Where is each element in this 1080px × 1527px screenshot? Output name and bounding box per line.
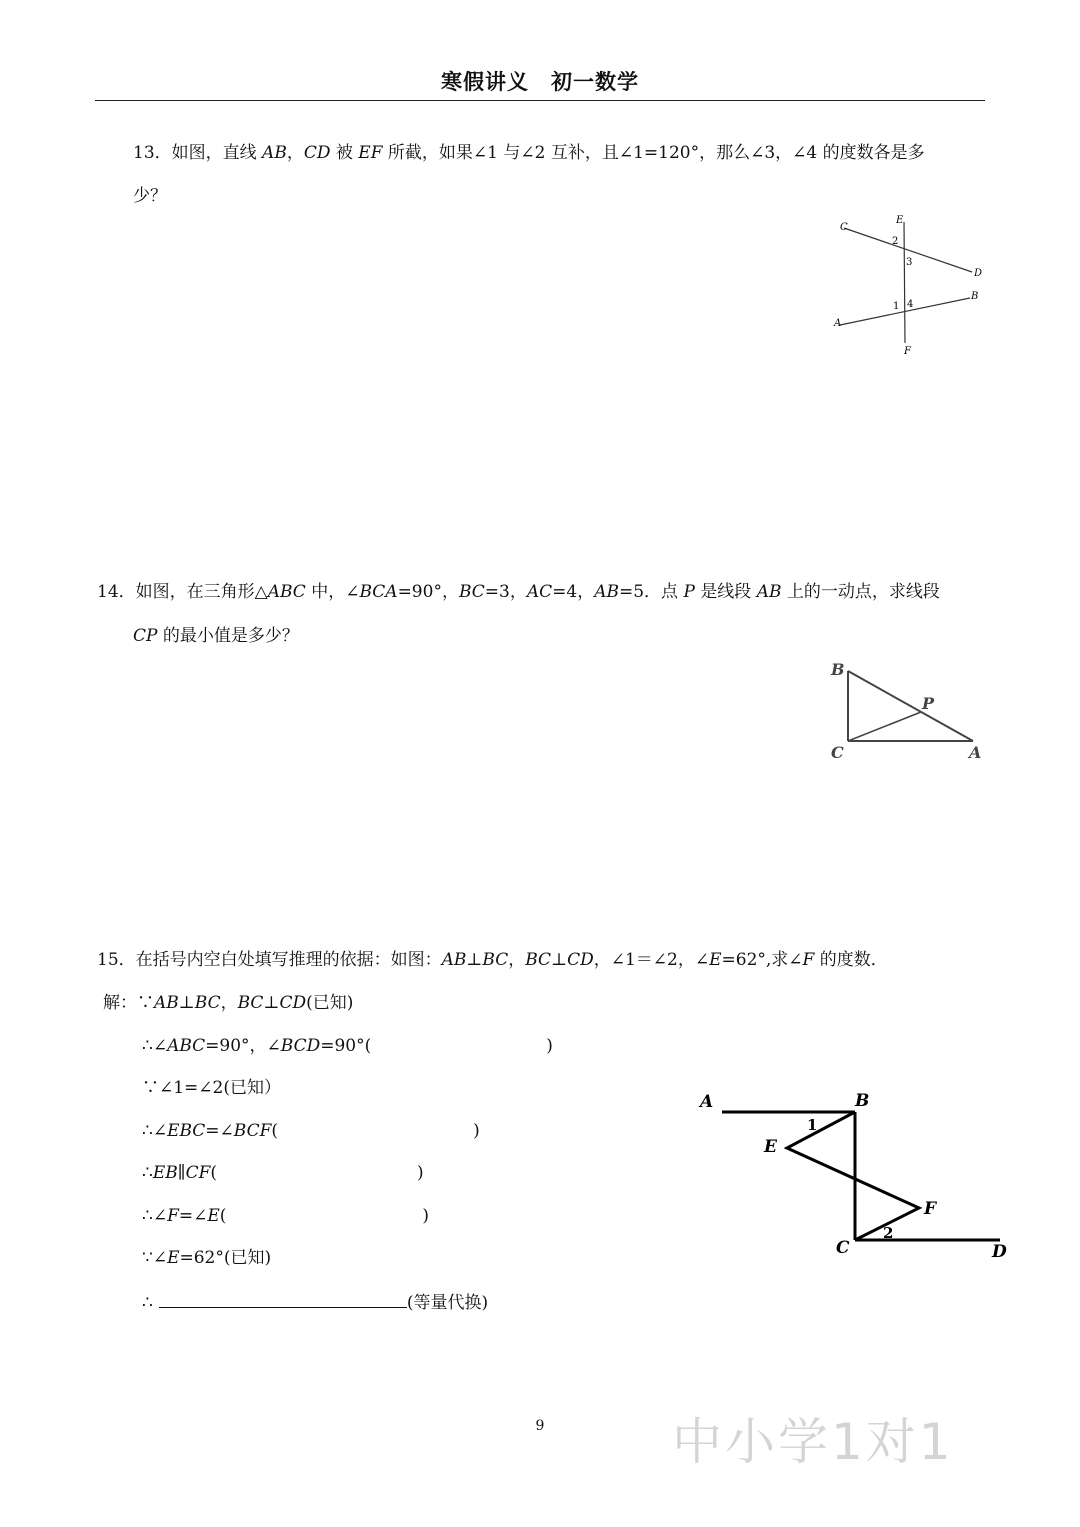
q14-text-e: =4， [552,582,595,602]
q15-step2 [142,1034,553,1058]
q15-figure [690,1085,1020,1265]
q13-label-f: F [904,346,911,357]
q13-line1 [133,141,925,165]
s2-c: =90°( [320,1036,372,1056]
s4-a: ∴∠ [142,1121,168,1141]
q15-label-f: F [924,1199,937,1219]
q13-angle-3: 3 [906,257,913,268]
s5-cf: CF [185,1163,211,1183]
page-header-title: 寒假讲义 初一数学 [441,70,639,94]
q15-intro [97,948,888,972]
q14-segment-cp [848,712,921,741]
q15-step6 [142,1204,429,1228]
q14-label-a: A [969,743,982,762]
q15-perp2: ⊥ [551,950,568,970]
s7-e: E [167,1248,180,1268]
q14-text-b: 中，∠ [305,582,360,602]
s2-abc: ABC [167,1036,206,1056]
s1-cd: CD [279,993,307,1013]
q14-bca: BCA [359,582,398,602]
q15-step3: ∵∠1=∠2(已知） [142,1078,281,1098]
q15-step5 [142,1161,424,1185]
q15-label-e: E [764,1137,777,1157]
watermark: 中小学1对1 [672,1413,954,1471]
q13-label-d: D [974,268,983,279]
q14-text-c: =90°， [397,582,459,602]
q13-number: 13． [133,143,172,163]
s4-c: ( [271,1121,279,1141]
q15-step1 [103,991,353,1015]
q13-sep: ， [286,143,304,163]
q13-label-c: C [840,222,848,233]
s4-close: ) [473,1121,480,1141]
q13-figure [830,210,990,360]
q14-figure [825,655,990,765]
q15-step7 [142,1246,271,1270]
q15-bc: BC [482,950,509,970]
q13-text-c: 所截，如果∠1 与∠2 互补，且∠1=120°，那么∠3，∠4 的度数各是多 [382,143,925,163]
q13-label-e: E [896,215,904,226]
s4-ebc: EBC [167,1121,206,1141]
s1-prefix: 解：∵ [103,993,154,1013]
q13-text: 如图，直线 [171,143,263,163]
q14-bc: BC [458,582,485,602]
s1-reason: (已知) [306,993,354,1013]
q13-ef: EF [358,143,383,163]
s6-b: =∠ [178,1206,208,1226]
s8-answer-blank[interactable] [159,1289,407,1308]
q14-number: 14． [97,582,136,602]
s8-reason: (等量代换) [406,1293,489,1313]
q13-ab: AB [262,143,287,163]
q15-bc2: BC [525,950,552,970]
q15-label-d: D [992,1242,1007,1262]
s2-bcd: BCD [280,1036,321,1056]
s2-b: =90°，∠ [205,1036,281,1056]
q13-angle-2: 2 [892,236,899,247]
s7-a: ∵∠ [142,1248,168,1268]
header-divider [95,100,985,101]
s1-perp1: ⊥ [178,993,195,1013]
q14-label-c: C [831,743,844,762]
q13-line2: 少？ [133,186,167,206]
s4-b: =∠ [205,1121,234,1141]
q15-f: F [802,950,815,970]
q13-label-b: B [971,291,979,302]
s1-bc: BC [194,993,221,1013]
q15-text-d: 的度数． [814,950,888,970]
q13-text-b: 被 [330,143,359,163]
q14-text-f: =5．点 [618,582,684,602]
q14-cp: CP [133,626,158,646]
q14-p: P [683,582,695,602]
q14-text-g: 是线段 [694,582,757,602]
s1-bc2: BC [237,993,264,1013]
q15-angle-1: 1 [807,1116,818,1134]
q14-line2 [133,624,299,648]
q15-text-c: =62°,求∠ [721,950,803,970]
q15-angle-2: 2 [883,1224,894,1242]
q15-text-a: 在括号内空白处填写推理的依据：如图： [135,950,442,970]
page-number: 9 [535,1418,545,1434]
q15-cd: CD [567,950,594,970]
q15-sep: ， [508,950,526,970]
q15-step8 [142,1289,488,1315]
q14-ab2: AB [756,582,782,602]
q14-line1 [97,580,940,604]
q14-ac: AC [526,582,553,602]
s5-parallel: ∥ [177,1163,186,1183]
q15-e: E [709,950,722,970]
q14-segment-ab [848,671,973,741]
q15-label-a: A [700,1092,714,1112]
s2-a: ∴∠ [142,1036,168,1056]
s6-e: E [207,1206,220,1226]
s5-a: ∴ [142,1163,153,1183]
q15-label-c: C [836,1238,850,1258]
q14-label-p: P [922,694,935,713]
q13-label-a: A [834,318,842,329]
q13-line-ef [904,222,905,343]
s5-close: ) [417,1163,424,1183]
q15-step4 [142,1119,480,1143]
s2-close: ) [546,1036,553,1056]
q14-label-b: B [831,660,845,679]
s7-b: =62°(已知) [179,1248,272,1268]
s6-a: ∴∠ [142,1206,168,1226]
q15-number: 15． [97,950,136,970]
q14-text-a: 如图，在三角形△ [135,582,268,602]
s8-a: ∴ [142,1293,153,1313]
s6-close: ) [422,1206,430,1226]
q15-perp1: ⊥ [466,950,483,970]
q13-cd: CD [303,143,331,163]
q13-angle-4: 4 [907,299,914,310]
s1-perp2: ⊥ [263,993,280,1013]
q14-abc: ABC [267,582,306,602]
s1-ab: AB [154,993,179,1013]
s6-f: F [167,1206,179,1226]
q15-label-b: B [855,1091,870,1111]
s1-sep: ， [220,993,238,1013]
q14-text-line2: 的最小值是多少？ [157,626,299,646]
q15-text-b: ，∠1＝∠2，∠ [593,950,710,970]
q14-text-h: 上的一动点，求线段 [781,582,940,602]
s6-c: ( [219,1206,227,1226]
q14-ab: AB [594,582,619,602]
q14-text-d: =3， [484,582,527,602]
s5-c: ( [210,1163,218,1183]
q15-ab: AB [441,950,467,970]
q13-angle-1: 1 [893,301,900,312]
s5-eb: EB [152,1163,178,1183]
s4-bcf: BCF [233,1121,272,1141]
